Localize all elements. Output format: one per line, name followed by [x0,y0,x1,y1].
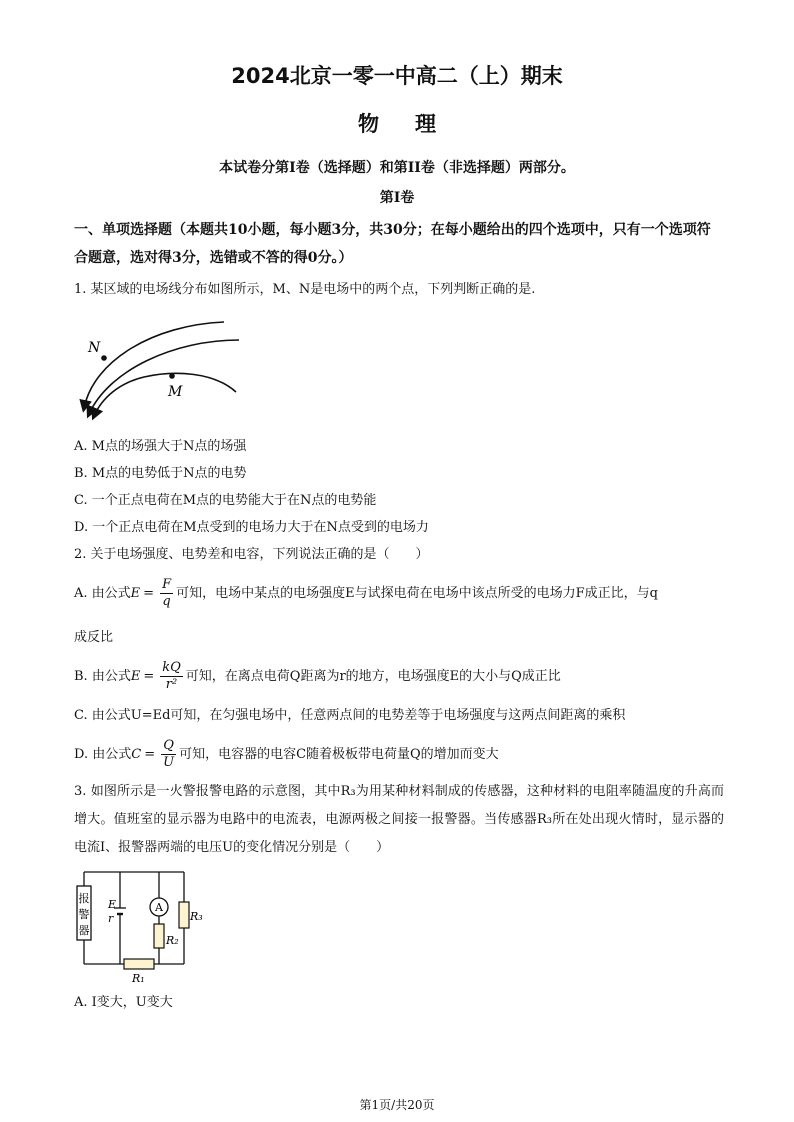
alarm-circuit-figure [74,864,203,986]
point-n [101,355,107,361]
label-n: N [88,340,101,356]
volume-heading: 第I卷 [379,190,415,206]
q2-option-b[interactable]: B. 由公式E = $\frac{kQ}{\text{r²}}$ 可知，在离点电荷Q距离为r的地方，电场强度E的大小与Q成正比 [74,660,561,692]
svg-text:R₁: R₁ [132,972,145,985]
q1-option-c[interactable]: C. 一个正点电荷在M点的电势能大于在N点的电势能 [74,493,377,508]
point-m [169,373,175,379]
q2-option-c[interactable]: C. 由公式U=Ed可知，在匀强电场中，任意两点间的电势差等于电场强度与这两点间距离的乘积 [74,708,626,723]
q1-option-b[interactable]: B. M点的电势低于N点的电势 [74,466,247,481]
label-m: M [168,384,183,400]
question-2-stem: 2. 关于电场强度、电势差和电容，下列说法正确的是（ ） [74,547,429,562]
q2-option-a[interactable]: A. 由公式E = $\frac{F}{q}$ 可知，电场中某点的电场强度E与试探电荷在电场中该点所受的电场力F成正比，与q [74,577,658,609]
electric-field-figure [74,320,254,420]
resistor-r3 [179,902,189,928]
resistor-r1 [124,959,154,969]
page-title: 2024北京一零一中高二（上）期末 [231,64,563,88]
q3-option-a[interactable]: A. I变大，U变大 [74,995,173,1010]
svg-text:器: 器 [78,924,90,937]
q2-option-a-cont: 成反比 [74,630,114,645]
q2-option-d[interactable]: D. 由公式C = $\frac{Q}{U}$ 可知，电容器的电容C随着极板带电荷量Q的增加而变大 [74,738,499,770]
svg-text:E: E [108,898,117,911]
question-3-stem: 3. 如图所示是一火警报警电路的示意图，其中R₃为用某种材料制成的传感器，这种材料的电阻率随温度的升高而增大。值班室的显示器为电路中的电流表，电源两极之间接一报警器。当传感器R₃所在处出现火情时，显示器的电流I、报警器两端的电压U的变化情况分别是（ ） [74,784,724,855]
q1-option-d[interactable]: D. 一个正点电荷在M点受到的电场力大于在N点受到的电场力 [74,520,429,535]
svg-text:R₃: R₃ [190,910,203,923]
question-1-stem: 1. 某区域的电场线分布如图所示，M、N是电场中的两个点，下列判断正确的是. [74,282,536,297]
formula-fraction: $\frac{kQ}{\text{r²}}$ [162,660,181,692]
page-number: 第1页/共20页 [359,1098,435,1112]
q1-option-a[interactable]: A. M点的场强大于N点的场强 [74,439,247,454]
subject-title: 物理 [358,112,472,136]
svg-text:r: r [108,912,114,925]
svg-text:报: 报 [78,892,90,905]
field-line-2 [89,340,239,414]
exam-intro: 本试卷分第I卷（选择题）和第II卷（非选择题）两部分。 [219,160,575,176]
formula-fraction: $\frac{F}{q}$ [162,577,172,609]
resistor-r2 [154,924,164,948]
svg-text:R₂: R₂ [166,934,179,947]
formula-fraction: $\frac{Q}{U}$ [163,738,175,770]
svg-text:A: A [155,901,163,914]
section-heading: 一、单项选择题（本题共10小题，每小题3分，共30分；在每小题给出的四个选项中，只有一个选项符合题意，选对得3分，选错或不答的得0分。） [74,222,711,266]
field-line-1 [84,322,224,408]
svg-text:警: 警 [78,908,90,921]
